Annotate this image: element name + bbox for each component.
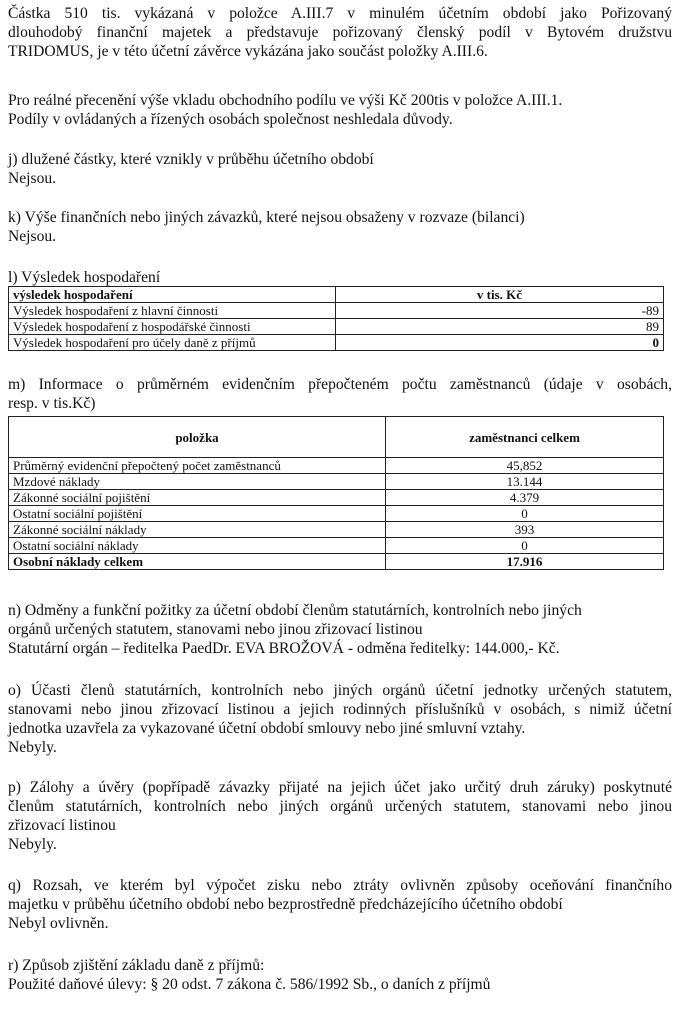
section-l-heading: l) Výsledek hospodaření [8, 269, 161, 286]
employee-row-value: 393 [386, 522, 664, 538]
section-p-answer: Nebyly. [8, 836, 57, 853]
employee-row-value: 0 [386, 506, 664, 522]
section-o [8, 681, 672, 757]
section-j [8, 150, 672, 188]
section-q-line-1: q) Rozsah, ve kterém byl výpočet zisku nebo ztráty ovlivněn způsoby oceňování finančního [8, 877, 672, 894]
employee-row-label: Ostatní sociální pojištění [9, 506, 386, 522]
result-row-label: Výsledek hospodaření z hospodářské činnosti [9, 319, 336, 335]
section-j-heading: j) dlužené částky, které vznikly v průběhu účetního období [8, 151, 374, 168]
section-n-line-3: Statutární orgán – ředitelka PaedDr. EVA BROŽOVÁ - odměna ředitelky: 144.000,- Kč. [8, 640, 560, 657]
table-row [9, 538, 664, 554]
employee-table-header [9, 417, 664, 458]
section-k [8, 208, 672, 246]
intro-line-1: Částka 510 tis. vykázaná v položce A.III.7 v minulém účetním období jako Pořizovaný [8, 5, 672, 22]
table-row [9, 335, 664, 351]
section-m-line-1: m) Informace o průměrném evidenčním přepočteném počtu zaměstnanců (údaje v osobách, [8, 376, 672, 393]
revaluation-paragraph [8, 91, 672, 129]
result-row-label: Výsledek hospodaření z hlavní činnosti [9, 303, 336, 319]
section-o-line-1: o) Účasti členů statutárních, kontrolních nebo jiných orgánů účetní jednotky určených statutem, [8, 682, 672, 699]
result-row-value: 0 [336, 335, 664, 351]
employee-row-label: Ostatní sociální náklady [9, 538, 386, 554]
table-row [9, 554, 664, 570]
revaluation-line-1: Pro reálné přecenění výše vkladu obchodního podílu ve výši Kč 200tis v položce A.III.1. [8, 92, 563, 109]
employee-row-label: Zákonné sociální pojištění [9, 490, 386, 506]
section-r-heading: r) Způsob zjištění základu daně z příjmů: [8, 957, 265, 974]
employee-row-value: 0 [386, 538, 664, 554]
table-row [9, 490, 664, 506]
employee-row-label: Osobní náklady celkem [9, 554, 386, 570]
result-header-value: v tis. Kč [336, 287, 664, 303]
section-n-line-1: n) Odměny a funkční požitky za účetní období členům statutárních, kontrolních nebo jiných [8, 602, 582, 619]
section-o-answer: Nebyly. [8, 739, 57, 756]
employee-header-total: zaměstnanci celkem [386, 417, 664, 458]
employee-row-label: Mzdové náklady [9, 474, 386, 490]
result-table [8, 286, 664, 351]
intro-line-2: dlouhodobý finanční majetek a představuje pořizovaný členský podíl v Bytovém družstvu [8, 24, 672, 41]
section-r-answer: Použité daňové úlevy: § 20 odst. 7 zákona č. 586/1992 Sb., o daních z příjmů [8, 976, 491, 993]
section-j-answer: Nejsou. [8, 170, 57, 187]
section-m-heading [8, 375, 672, 413]
section-n-line-2: orgánů určených statutem, stanovami nebo jinou zřizovací listinou [8, 621, 423, 638]
employee-table [8, 416, 664, 570]
section-p-line-1: p) Zálohy a úvěry (popřípadě závazky přijaté na jejich účet jako určitý druh záruky) poskytnuté [8, 779, 672, 796]
section-o-line-3: jednotka uzavřela za vykazované účetní období smlouvy nebo jiné smluvní vztahy. [8, 720, 526, 737]
employee-row-value: 13.144 [386, 474, 664, 490]
section-o-line-2: stanovami nebo jinou zřizovací listinou a jejich rodinných příslušníků v osobách, s nimiž účetní [8, 701, 672, 718]
section-p-line-3: zřizovací listinou [8, 817, 116, 834]
result-row-value: -89 [336, 303, 664, 319]
intro-line-3: TRIDOMUS, je v této účetní závěrce vykázána jako součást položky A.III.6. [8, 43, 488, 60]
table-row [9, 522, 664, 538]
section-q-answer: Nebyl ovlivněn. [8, 915, 109, 932]
result-row-value: 89 [336, 319, 664, 335]
section-q [8, 876, 672, 933]
employee-row-value: 45,852 [386, 458, 664, 474]
section-r [8, 956, 672, 994]
result-row-label: Výsledek hospodaření pro účely daně z příjmů [9, 335, 336, 351]
section-q-line-2: majetku v průběhu účetního období nebo bezprostředně předcházejícího účetního období [8, 896, 563, 913]
table-row [9, 303, 664, 319]
section-k-answer: Nejsou. [8, 228, 57, 245]
table-row [9, 319, 664, 335]
table-row [9, 474, 664, 490]
employee-row-label: Zákonné sociální náklady [9, 522, 386, 538]
employee-header-item: položka [9, 417, 386, 458]
section-n [8, 601, 672, 658]
section-p [8, 778, 672, 854]
section-p-line-2: členům statutárních, kontrolních nebo jiných orgánů určených statutem, stanovami nebo jinou [8, 798, 672, 815]
section-m-line-2: resp. v tis.Kč) [8, 395, 96, 412]
result-table-header [9, 287, 664, 303]
employee-row-value: 17.916 [386, 554, 664, 570]
revaluation-line-2: Podíly v ovládaných a řízených osobách společnost neshledala důvody. [8, 111, 453, 128]
result-header-label: výsledek hospodaření [9, 287, 336, 303]
employee-row-label: Průměrný evidenční přepočtený počet zaměstnanců [9, 458, 386, 474]
table-row [9, 506, 664, 522]
section-k-heading: k) Výše finančních nebo jiných závazků, které nejsou obsaženy v rozvaze (bilanci) [8, 209, 525, 226]
employee-row-value: 4.379 [386, 490, 664, 506]
table-row [9, 458, 664, 474]
intro-paragraph [8, 4, 672, 61]
